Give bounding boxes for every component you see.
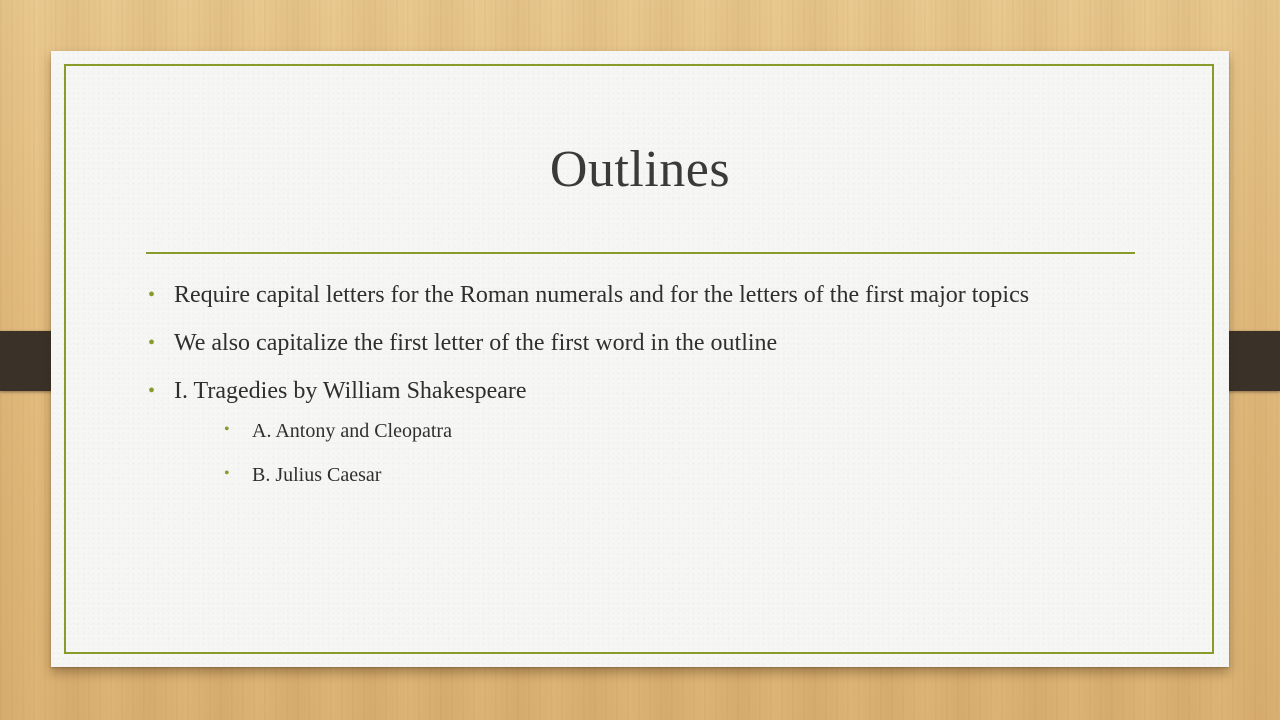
bullet-list <box>146 276 1146 490</box>
bullet-dot-icon: • <box>148 284 156 306</box>
bullet-dot-icon: • <box>224 421 230 438</box>
bullet-text: I. Tragedies by William Shakespeare <box>174 378 527 404</box>
sub-bullet-text: A. Antony and Cleopatra <box>252 420 452 442</box>
slide-body <box>146 276 1146 504</box>
bullet-item <box>146 324 1146 362</box>
sub-bullet-list <box>174 416 1146 490</box>
bullet-item <box>146 372 1146 490</box>
bullet-text: Require capital letters for the Roman numerals and for the letters of the first major topics <box>174 282 1030 308</box>
sub-bullet-text: B. Julius Caesar <box>252 464 382 486</box>
sub-bullet-item <box>174 460 1146 490</box>
title-divider <box>146 252 1135 254</box>
bullet-item <box>146 276 1146 314</box>
bullet-dot-icon: • <box>148 332 156 354</box>
sub-bullet-item <box>174 416 1146 446</box>
bullet-dot-icon: • <box>148 380 156 402</box>
slide-title: Outlines <box>549 141 731 198</box>
bullet-text: We also capitalize the first letter of the first word in the outline <box>174 330 778 356</box>
bullet-dot-icon: • <box>224 465 230 482</box>
